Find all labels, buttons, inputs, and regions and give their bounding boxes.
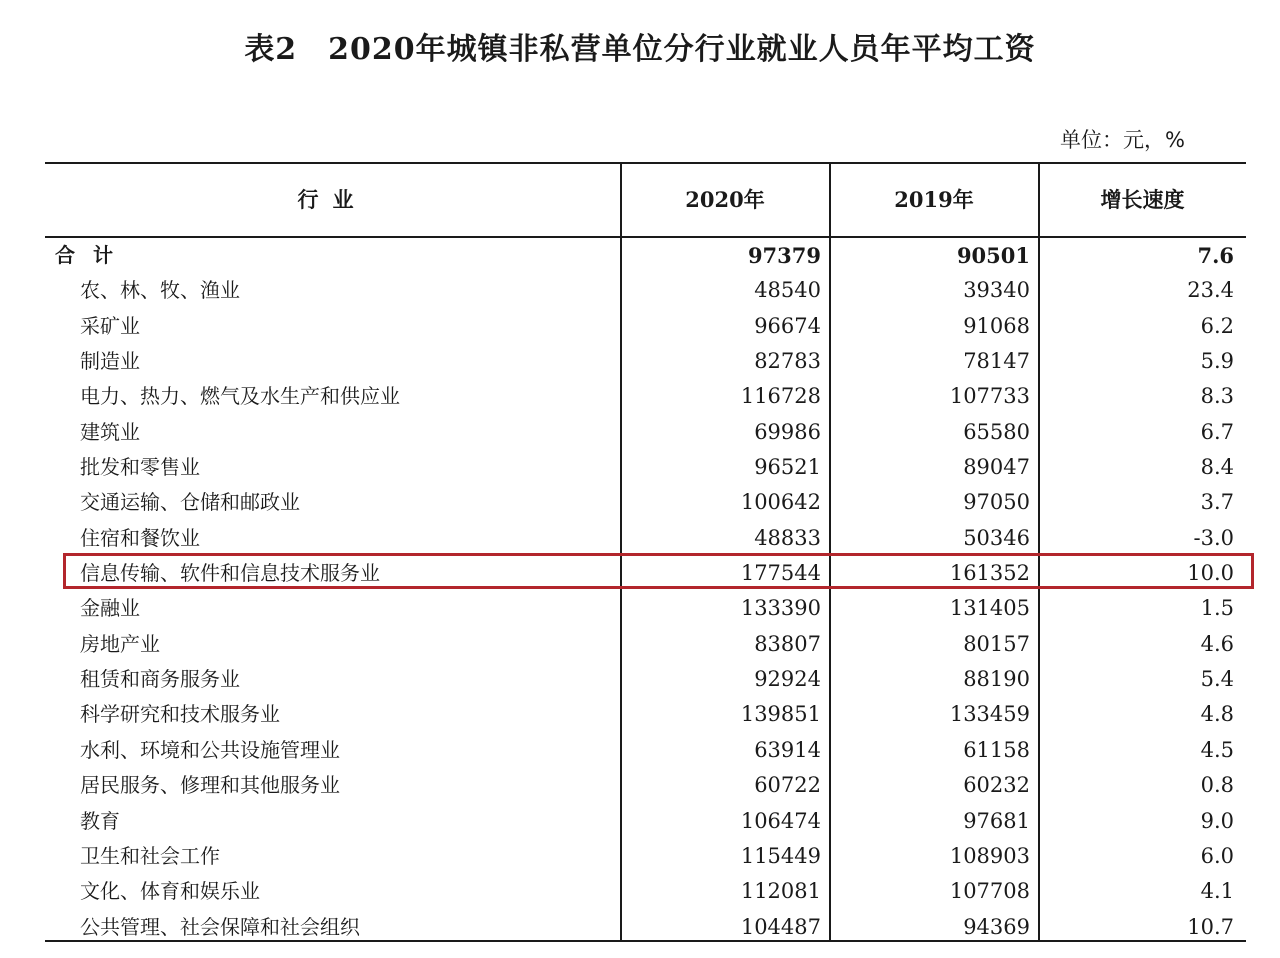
row-growth: 3.7 (1200, 490, 1234, 515)
table-row (45, 485, 1246, 520)
row-growth: 8.4 (1200, 455, 1234, 480)
row-2020: 96521 (754, 455, 821, 480)
row-name: 卫生和社会工作 (80, 843, 220, 868)
row-2019: 91068 (963, 313, 1030, 338)
table-row-highlighted (45, 556, 1246, 591)
table-row (45, 839, 1246, 874)
row-2020: 82783 (754, 349, 821, 374)
row-2020: 92924 (754, 667, 821, 692)
row-2020: 48540 (754, 278, 821, 303)
table-row (45, 874, 1246, 909)
row-2019: 90501 (956, 243, 1030, 268)
row-2019: 94369 (963, 914, 1030, 939)
row-name: 文化、体育和娱乐业 (80, 879, 260, 904)
row-name: 采矿业 (80, 313, 140, 338)
row-2020: 100642 (740, 490, 821, 515)
row-2020: 139851 (740, 702, 821, 727)
table-row (45, 910, 1246, 945)
row-name: 电力、热力、燃气及水生产和供应业 (80, 384, 400, 409)
row-name: 房地产业 (80, 631, 160, 656)
row-name: 合计 (55, 243, 131, 267)
row-growth: 5.4 (1200, 667, 1234, 692)
row-growth: -3.0 (1193, 525, 1234, 550)
header-growth: 增长速度 (1100, 187, 1185, 212)
row-name: 租赁和商务服务业 (80, 667, 240, 692)
row-2020: 63914 (754, 737, 821, 762)
row-growth: 6.0 (1200, 843, 1234, 868)
row-2020: 48833 (754, 525, 821, 550)
row-2020: 69986 (754, 419, 821, 444)
table-row (45, 344, 1246, 379)
row-name: 居民服务、修理和其他服务业 (80, 773, 340, 798)
table-row (45, 415, 1246, 450)
row-2020: 177544 (740, 561, 821, 586)
table-row (45, 662, 1246, 697)
row-name: 农、林、牧、渔业 (80, 278, 240, 303)
row-name: 信息传输、软件和信息技术服务业 (80, 561, 380, 586)
row-2019: 88190 (963, 667, 1030, 692)
table-body (45, 238, 1246, 945)
row-2019: 50346 (963, 525, 1030, 550)
row-growth: 8.3 (1200, 384, 1234, 409)
table-row (45, 733, 1246, 768)
row-2020: 112081 (740, 879, 821, 904)
row-2020: 60722 (754, 773, 821, 798)
table-row (45, 804, 1246, 839)
row-2019: 39340 (963, 278, 1030, 303)
table-row (45, 627, 1246, 662)
row-2020: 116728 (740, 384, 821, 409)
row-growth: 4.6 (1200, 631, 1234, 656)
row-2019: 60232 (963, 773, 1030, 798)
table-row (45, 450, 1246, 485)
row-2019: 78147 (963, 349, 1030, 374)
row-name: 科学研究和技术服务业 (80, 702, 280, 727)
row-2020: 133390 (740, 596, 821, 621)
table-row-total (45, 238, 1246, 273)
row-growth: 5.9 (1200, 349, 1234, 374)
table-row (45, 273, 1246, 308)
row-name: 建筑业 (80, 419, 140, 444)
unit-label: 单位：元，% (1060, 128, 1185, 152)
row-growth: 4.1 (1200, 879, 1234, 904)
row-2019: 161352 (949, 561, 1030, 586)
row-growth: 1.5 (1200, 596, 1234, 621)
row-name: 教育 (80, 808, 120, 833)
row-2019: 133459 (949, 702, 1030, 727)
table-row (45, 768, 1246, 803)
row-2019: 80157 (963, 631, 1030, 656)
row-name: 公共管理、社会保障和社会组织 (80, 914, 360, 939)
row-growth: 10.0 (1187, 561, 1234, 586)
row-2020: 104487 (740, 914, 821, 939)
row-growth: 23.4 (1187, 278, 1234, 303)
row-name: 制造业 (80, 349, 140, 374)
row-2019: 89047 (963, 455, 1030, 480)
row-2020: 115449 (740, 843, 821, 868)
row-2019: 61158 (963, 737, 1030, 762)
table-row (45, 521, 1246, 556)
row-name: 交通运输、仓储和邮政业 (80, 490, 300, 515)
row-name: 水利、环境和公共设施管理业 (80, 737, 340, 762)
row-2019: 65580 (963, 419, 1030, 444)
table-row (45, 379, 1246, 414)
row-2019: 108903 (949, 843, 1030, 868)
row-2019: 97681 (963, 808, 1030, 833)
row-2020: 97379 (747, 243, 821, 268)
row-growth: 4.5 (1200, 737, 1234, 762)
row-name: 金融业 (80, 596, 140, 621)
row-name: 批发和零售业 (80, 455, 200, 480)
row-2019: 107708 (949, 879, 1030, 904)
table-row (45, 697, 1246, 732)
row-growth: 6.2 (1200, 313, 1234, 338)
table-title: 表2 2020年城镇非私营单位分行业就业人员年平均工资 (244, 32, 1036, 67)
row-growth: 4.8 (1200, 702, 1234, 727)
row-2020: 83807 (754, 631, 821, 656)
row-2019: 97050 (963, 490, 1030, 515)
row-growth: 0.8 (1200, 773, 1234, 798)
row-growth: 6.7 (1200, 419, 1234, 444)
header-industry: 行业 (297, 187, 368, 212)
row-growth: 9.0 (1200, 808, 1234, 833)
table-row (45, 591, 1246, 626)
row-name: 住宿和餐饮业 (80, 525, 200, 550)
row-2019: 107733 (949, 384, 1030, 409)
header-2020: 2020年 (685, 187, 765, 212)
row-2020: 96674 (754, 313, 821, 338)
row-growth: 10.7 (1187, 914, 1234, 939)
table-row (45, 309, 1246, 344)
row-2020: 106474 (740, 808, 821, 833)
header-2019: 2019年 (894, 187, 974, 212)
row-2019: 131405 (949, 596, 1030, 621)
row-growth: 7.6 (1197, 243, 1234, 268)
